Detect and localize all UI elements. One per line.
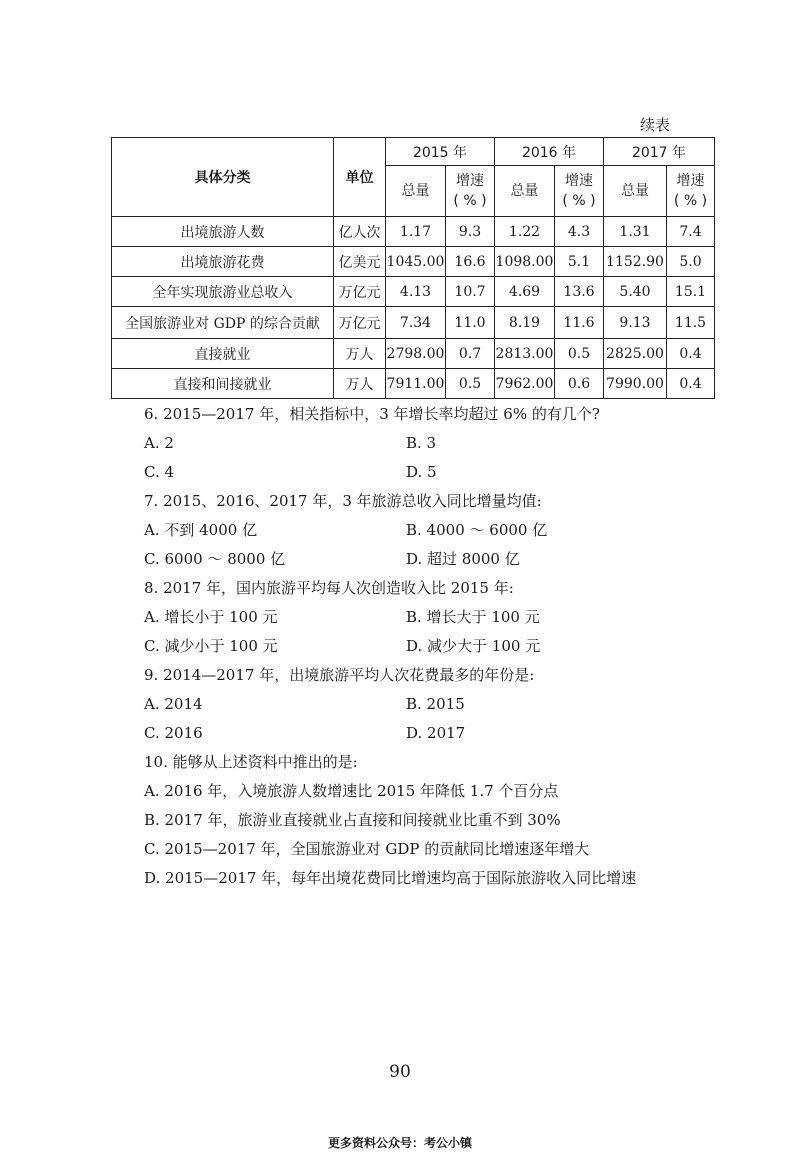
cell-total-2016: 2813.00: [495, 339, 555, 369]
cell-growth-2015: 11.0: [446, 307, 495, 339]
question-6-option-c: C. 4: [144, 463, 175, 481]
header-growth: [446, 166, 495, 217]
header-growth-line2: ( % ): [453, 193, 487, 209]
table-row: [112, 247, 715, 277]
cell-total-2016: 1098.00: [495, 247, 555, 277]
row-unit: 亿人次: [334, 217, 386, 247]
question-7-option-b: B. 4000 ～ 6000 亿: [406, 521, 548, 539]
header-growth-line2: ( % ): [673, 193, 708, 209]
question-8-options-row-1: [144, 603, 724, 632]
header-year-2016: 2016 年: [495, 138, 604, 166]
row-unit: 亿美元: [334, 247, 386, 277]
table-row: [112, 339, 715, 369]
cell-growth-2015: 16.6: [446, 247, 495, 277]
question-10-stem: 10. 能够从上述资料中推出的是:: [144, 753, 358, 771]
cell-total-2017: 2825.00: [604, 339, 667, 369]
cell-growth-2015: 10.7: [446, 277, 495, 307]
header-growth-line1: 增速: [565, 173, 593, 189]
header-growth: [555, 166, 604, 217]
cell-total-2015: 1045.00: [386, 247, 446, 277]
question-9-options-row-1: [144, 690, 724, 719]
header-total: 总量: [604, 166, 667, 217]
cell-total-2016: 4.69: [495, 277, 555, 307]
question-8-options-row-2: [144, 632, 724, 661]
cell-total-2015: 7911.00: [386, 369, 446, 399]
header-growth-line1: 增速: [676, 173, 705, 189]
header-category: 具体分类: [112, 138, 334, 217]
row-category: 直接和间接就业: [112, 369, 334, 399]
row-unit: 万人: [334, 339, 386, 369]
cell-growth-2017: 5.0: [667, 247, 715, 277]
question-7-option-d: D. 超过 8000 亿: [406, 550, 520, 568]
cell-total-2017: 9.13: [604, 307, 667, 339]
cell-total-2016: 8.19: [495, 307, 555, 339]
row-unit: 万亿元: [334, 277, 386, 307]
question-9-options-row-2: [144, 719, 724, 748]
question-7-option-a: A. 不到 4000 亿: [144, 521, 258, 539]
table-row: [112, 217, 715, 247]
header-growth-line1: 增速: [456, 173, 484, 189]
cell-total-2016: 7962.00: [495, 369, 555, 399]
cell-growth-2017: 0.4: [667, 339, 715, 369]
question-9-stem: 9. 2014—2017 年，出境旅游平均人次花费最多的年份是:: [144, 666, 535, 684]
cell-growth-2015: 0.7: [446, 339, 495, 369]
row-category: 出境旅游花费: [112, 247, 334, 277]
row-category: 出境旅游人数: [112, 217, 334, 247]
cell-growth-2016: 11.6: [555, 307, 604, 339]
question-9-option-d: D. 2017: [406, 724, 466, 742]
cell-growth-2016: 0.5: [555, 339, 604, 369]
cell-total-2015: 2798.00: [386, 339, 446, 369]
question-6-stem: 6. 2015—2017 年，相关指标中，3 年增长率均超过 6% 的有几个?: [144, 405, 600, 423]
row-unit: 万人: [334, 369, 386, 399]
question-10-option-a: A. 2016 年，入境旅游人数增速比 2015 年降低 1.7 个百分点: [144, 782, 559, 800]
header-total: 总量: [386, 166, 446, 217]
question-8-option-d: D. 减少大于 100 元: [406, 637, 541, 655]
cell-total-2017: 7990.00: [604, 369, 667, 399]
question-9-option-c: C. 2016: [144, 724, 203, 742]
header-year-2017: 2017 年: [604, 138, 715, 166]
cell-growth-2017: 7.4: [667, 217, 715, 247]
cell-growth-2015: 9.3: [446, 217, 495, 247]
question-10-option-d: D. 2015—2017 年，每年出境花费同比增速均高于国际旅游收入同比增速: [144, 869, 637, 887]
table-row: [112, 307, 715, 339]
question-8-stem: 8. 2017 年，国内旅游平均每人次创造收入比 2015 年:: [144, 579, 514, 597]
question-6-options-row-2: [144, 458, 724, 487]
question-10-option-c: C. 2015—2017 年，全国旅游业对 GDP 的贡献同比增速逐年增大: [144, 840, 590, 858]
question-8-option-b: B. 增长大于 100 元: [406, 608, 540, 626]
question-9-option-b: B. 2015: [406, 695, 465, 713]
question-6-option-b: B. 3: [406, 434, 437, 452]
question-7-stem: 7. 2015、2016、2017 年，3 年旅游总收入同比增量均值:: [144, 492, 542, 510]
cell-total-2017: 1152.90: [604, 247, 667, 277]
cell-growth-2017: 15.1: [667, 277, 715, 307]
question-8-option-c: C. 减少小于 100 元: [144, 637, 278, 655]
header-year-2015: 2015 年: [386, 138, 495, 166]
cell-growth-2016: 5.1: [555, 247, 604, 277]
row-category: 直接就业: [112, 339, 334, 369]
cell-growth-2017: 0.4: [667, 369, 715, 399]
page-number: 90: [389, 1062, 411, 1082]
question-7-options-row-2: [144, 545, 724, 574]
cell-total-2016: 1.22: [495, 217, 555, 247]
question-8-option-a: A. 增长小于 100 元: [144, 608, 278, 626]
header-total: 总量: [495, 166, 555, 217]
table-header-row-years: [112, 138, 715, 166]
footer-note: 更多资料公众号：考公小镇: [327, 1136, 472, 1150]
cell-total-2015: 7.34: [386, 307, 446, 339]
table-row: [112, 277, 715, 307]
tourism-data-table: [111, 137, 715, 399]
row-unit: 万亿元: [334, 307, 386, 339]
cell-total-2017: 1.31: [604, 217, 667, 247]
cell-growth-2016: 13.6: [555, 277, 604, 307]
header-growth-line2: ( % ): [562, 193, 596, 209]
cell-growth-2016: 4.3: [555, 217, 604, 247]
row-category: 全国旅游业对 GDP 的综合贡献: [112, 307, 334, 339]
question-6-option-d: D. 5: [406, 463, 437, 481]
question-7-options-row-1: [144, 516, 724, 545]
cell-total-2015: 4.13: [386, 277, 446, 307]
continued-table-label: 续表: [640, 116, 671, 134]
cell-growth-2016: 0.6: [555, 369, 604, 399]
question-6-options-row-1: [144, 429, 724, 458]
question-10-option-b: B. 2017 年，旅游业直接就业占直接和间接就业比重不到 30%: [144, 811, 561, 829]
cell-growth-2017: 11.5: [667, 307, 715, 339]
table-row: [112, 369, 715, 399]
question-list: [144, 400, 724, 893]
header-growth: [667, 166, 715, 217]
cell-total-2015: 1.17: [386, 217, 446, 247]
cell-total-2017: 5.40: [604, 277, 667, 307]
cell-growth-2015: 0.5: [446, 369, 495, 399]
header-unit: 单位: [334, 138, 386, 217]
row-category: 全年实现旅游业总收入: [112, 277, 334, 307]
question-9-option-a: A. 2014: [144, 695, 203, 713]
question-7-option-c: C. 6000 ～ 8000 亿: [144, 550, 286, 568]
question-6-option-a: A. 2: [144, 434, 174, 452]
